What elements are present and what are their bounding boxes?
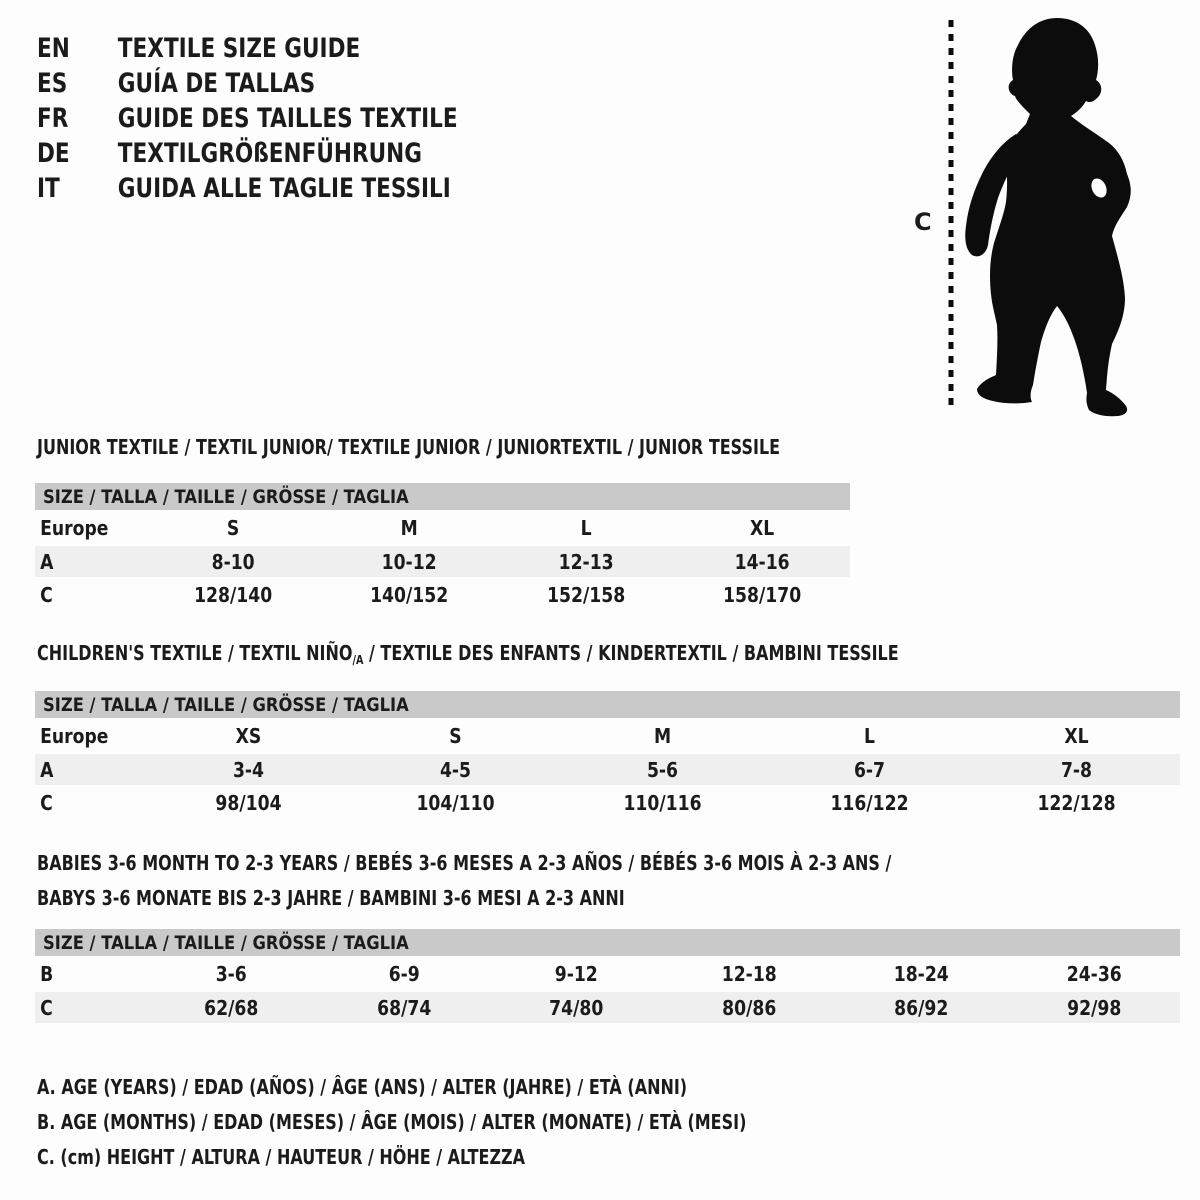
lang-row-en — [37, 31, 458, 66]
size-header-label: SIZE / TALLA / TAILLE / GRÖSSE / TAGLIA — [43, 693, 409, 716]
legend-age-months — [37, 1104, 924, 1139]
language-code: IT — [37, 173, 60, 204]
babies-height-row — [35, 992, 1180, 1023]
junior-section-title: JUNIOR TEXTILE / TEXTIL JUNIOR/ TEXTILE JUNIOR / JUNIORTEXTIL / JUNIOR TESSILE — [37, 435, 781, 459]
size-header-label: SIZE / TALLA / TAILLE / GRÖSSE / TAGLIA — [43, 931, 409, 954]
age-value: 8-10 — [211, 549, 255, 574]
size-s: S — [226, 516, 240, 540]
language-code: DE — [37, 138, 70, 169]
size-m: M — [653, 724, 672, 748]
months-value: 6-9 — [388, 962, 420, 986]
lang-row-fr — [37, 101, 458, 136]
row-label-c: C — [40, 995, 53, 1020]
height-value: 92/98 — [1066, 995, 1121, 1020]
row-label-a: A — [40, 549, 54, 574]
months-value: 24-36 — [1066, 962, 1122, 986]
months-value: 12-18 — [721, 962, 777, 986]
height-value: 68/74 — [376, 995, 431, 1020]
junior-size-table — [35, 483, 850, 612]
guide-title-fr: GUIDE DES TAILLES TEXTILE — [117, 103, 458, 134]
age-value: 5-6 — [646, 757, 679, 782]
legend-c-text: C. (cm) HEIGHT / ALTURA / HAUTEUR / HÖHE / ALTEZZA — [37, 1144, 526, 1169]
children-size-table — [35, 691, 1180, 820]
age-value: 7-8 — [1060, 757, 1093, 782]
height-value: 80/86 — [721, 995, 776, 1020]
age-value: 12-13 — [558, 549, 614, 574]
size-header-row — [35, 691, 1180, 718]
region-label: Europe — [40, 516, 109, 540]
months-value: 18-24 — [893, 962, 949, 986]
language-code: FR — [37, 103, 69, 134]
size-s: S — [449, 724, 462, 748]
size-header-row — [35, 483, 850, 510]
region-label: Europe — [40, 724, 109, 748]
size-header-row — [35, 929, 1180, 956]
row-label-c: C — [40, 582, 53, 607]
children-title-subscript: /A — [352, 653, 364, 667]
size-xl: XL — [749, 516, 774, 540]
size-xl: XL — [1064, 724, 1089, 748]
lang-row-es — [37, 66, 458, 101]
age-value: 14-16 — [734, 549, 790, 574]
children-title-post: / TEXTILE DES ENFANTS / KINDERTEXTIL / BAMBINI TESSILE — [363, 641, 899, 665]
guide-title-it: GUIDA ALLE TAGLIE TESSILI — [117, 173, 451, 204]
size-l: L — [864, 724, 875, 748]
row-label-a: A — [40, 757, 54, 782]
age-value: 10-12 — [381, 549, 437, 574]
height-value: 140/152 — [370, 582, 449, 607]
months-value: 3-6 — [215, 962, 247, 986]
age-value: 4-5 — [439, 757, 472, 782]
language-code: ES — [37, 68, 68, 99]
guide-title-en: TEXTILE SIZE GUIDE — [117, 33, 361, 64]
age-value: 3-4 — [232, 757, 265, 782]
size-m: M — [400, 516, 418, 540]
toddler-silhouette — [965, 18, 1131, 416]
height-value: 122/128 — [1037, 790, 1116, 815]
legend-b-text: B. AGE (MONTHS) / EDAD (MESES) / ÂGE (MOIS) / ALTER (MONATE) / ETÀ (MESI) — [37, 1109, 747, 1134]
babies-title-line2: BABYS 3-6 MONATE BIS 2-3 JAHRE / BAMBINI 3-6 MESI A 2-3 ANNI — [37, 886, 625, 910]
height-value: 62/68 — [204, 995, 259, 1020]
children-section-title — [37, 641, 899, 672]
junior-height-row — [35, 577, 850, 612]
language-title-block — [37, 31, 563, 206]
legend-block — [37, 1069, 924, 1174]
junior-age-row — [35, 546, 850, 577]
babies-months-row — [35, 956, 1180, 992]
lang-row-de — [37, 136, 458, 171]
lang-row-it — [37, 171, 458, 206]
height-value: 116/122 — [830, 790, 909, 815]
age-value: 6-7 — [853, 757, 886, 782]
height-value: 86/92 — [894, 995, 949, 1020]
babies-size-table — [35, 929, 1180, 1023]
height-value: 74/80 — [549, 995, 604, 1020]
size-xs: XS — [235, 724, 262, 748]
height-value: 158/170 — [722, 582, 801, 607]
row-label-b: B — [40, 962, 54, 986]
guide-title-de: TEXTILGRÖßENFÜHRUNG — [117, 138, 422, 169]
children-height-row — [35, 785, 1180, 820]
children-columns-row — [35, 718, 1180, 754]
size-header-label: SIZE / TALLA / TAILLE / GRÖSSE / TAGLIA — [43, 485, 409, 508]
babies-section-title — [37, 846, 891, 916]
height-measure-label: C — [914, 208, 932, 236]
height-figure — [900, 8, 1150, 422]
months-value: 9-12 — [554, 962, 598, 986]
height-value: 152/158 — [546, 582, 625, 607]
babies-title-line1: BABIES 3-6 MONTH TO 2-3 YEARS / BEBÉS 3-6 MESES A 2-3 AÑOS / BÉBÉS 3-6 MOIS À 2-3 ANS / — [37, 851, 892, 875]
height-value: 104/110 — [416, 790, 495, 815]
legend-height-cm — [37, 1139, 924, 1174]
guide-title-es: GUÍA DE TALLAS — [117, 68, 316, 99]
height-value: 128/140 — [194, 582, 273, 607]
junior-columns-row — [35, 510, 850, 546]
size-l: L — [580, 516, 592, 540]
legend-age-years — [37, 1069, 924, 1104]
children-title-pre: CHILDREN'S TEXTILE / TEXTIL NIÑO — [37, 641, 353, 665]
row-label-c: C — [40, 790, 53, 815]
legend-a-text: A. AGE (YEARS) / EDAD (AÑOS) / ÂGE (ANS) / ALTER (JAHRE) / ETÀ (ANNI) — [37, 1074, 688, 1099]
children-age-row — [35, 754, 1180, 785]
height-value: 110/116 — [623, 790, 702, 815]
height-value: 98/104 — [215, 790, 282, 815]
language-code: EN — [37, 33, 70, 64]
